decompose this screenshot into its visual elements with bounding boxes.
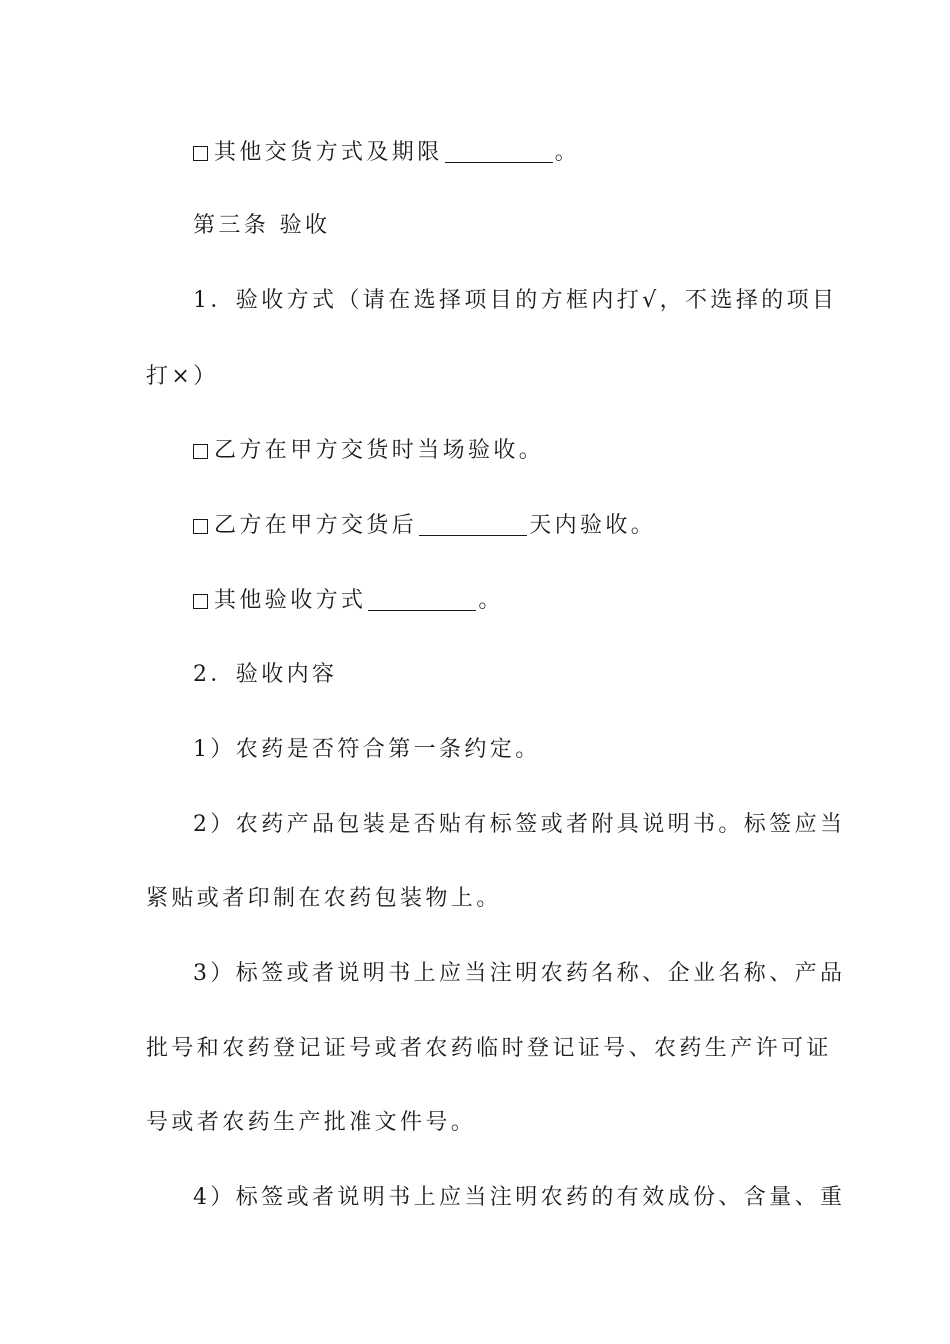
- content-item-3-cont-2: 号或者农药生产批准文件号。: [146, 1110, 477, 1135]
- content-item-2: 2）农药产品包装是否贴有标签或者附具说明书。标签应当: [193, 812, 846, 837]
- content-item-1: 1）农药是否符合第一条约定。: [193, 737, 541, 762]
- option-onsite-acceptance: [193, 436, 808, 466]
- acceptance-content-heading: 2．验收内容: [193, 662, 338, 687]
- article-three-heading: 第三条 验收: [193, 213, 331, 238]
- checkbox-days-acceptance[interactable]: [193, 519, 208, 534]
- option-other-delivery-label: 其他交货方式及期限: [214, 140, 443, 165]
- option-other-acceptance-end: 。: [478, 588, 504, 613]
- content-item-2-cont: 紧贴或者印制在农药包装物上。: [146, 886, 502, 911]
- option-other-acceptance: [193, 586, 808, 616]
- acceptance-method-heading-cont: 打×）: [146, 364, 219, 389]
- content-item-3: 3）标签或者说明书上应当注明农药名称、企业名称、产品: [193, 961, 846, 986]
- checkbox-other-acceptance[interactable]: [193, 594, 208, 609]
- content-item-3-cont-1: 批号和农药登记证号或者农药临时登记证号、农药生产许可证: [146, 1036, 832, 1061]
- option-days-acceptance-label: 乙方在甲方交货后: [214, 513, 418, 538]
- checkbox-other-delivery[interactable]: [193, 146, 208, 161]
- blank-other-acceptance[interactable]: [368, 588, 476, 611]
- option-days-acceptance-end: 天内验收。: [529, 513, 657, 538]
- option-other-delivery-end: 。: [554, 140, 581, 165]
- option-other-delivery: [193, 138, 808, 168]
- option-other-acceptance-label: 其他验收方式: [214, 588, 367, 613]
- blank-other-delivery[interactable]: [445, 140, 553, 163]
- content-item-4: 4）标签或者说明书上应当注明农药的有效成份、含量、重: [193, 1185, 846, 1210]
- option-onsite-acceptance-label: 乙方在甲方交货时当场验收。: [214, 438, 545, 463]
- checkbox-onsite-acceptance[interactable]: [193, 444, 208, 459]
- blank-days[interactable]: [419, 513, 527, 536]
- acceptance-method-heading: 1．验收方式（请在选择项目的方框内打√，不选择的项目: [193, 288, 838, 313]
- option-days-acceptance: [193, 511, 808, 541]
